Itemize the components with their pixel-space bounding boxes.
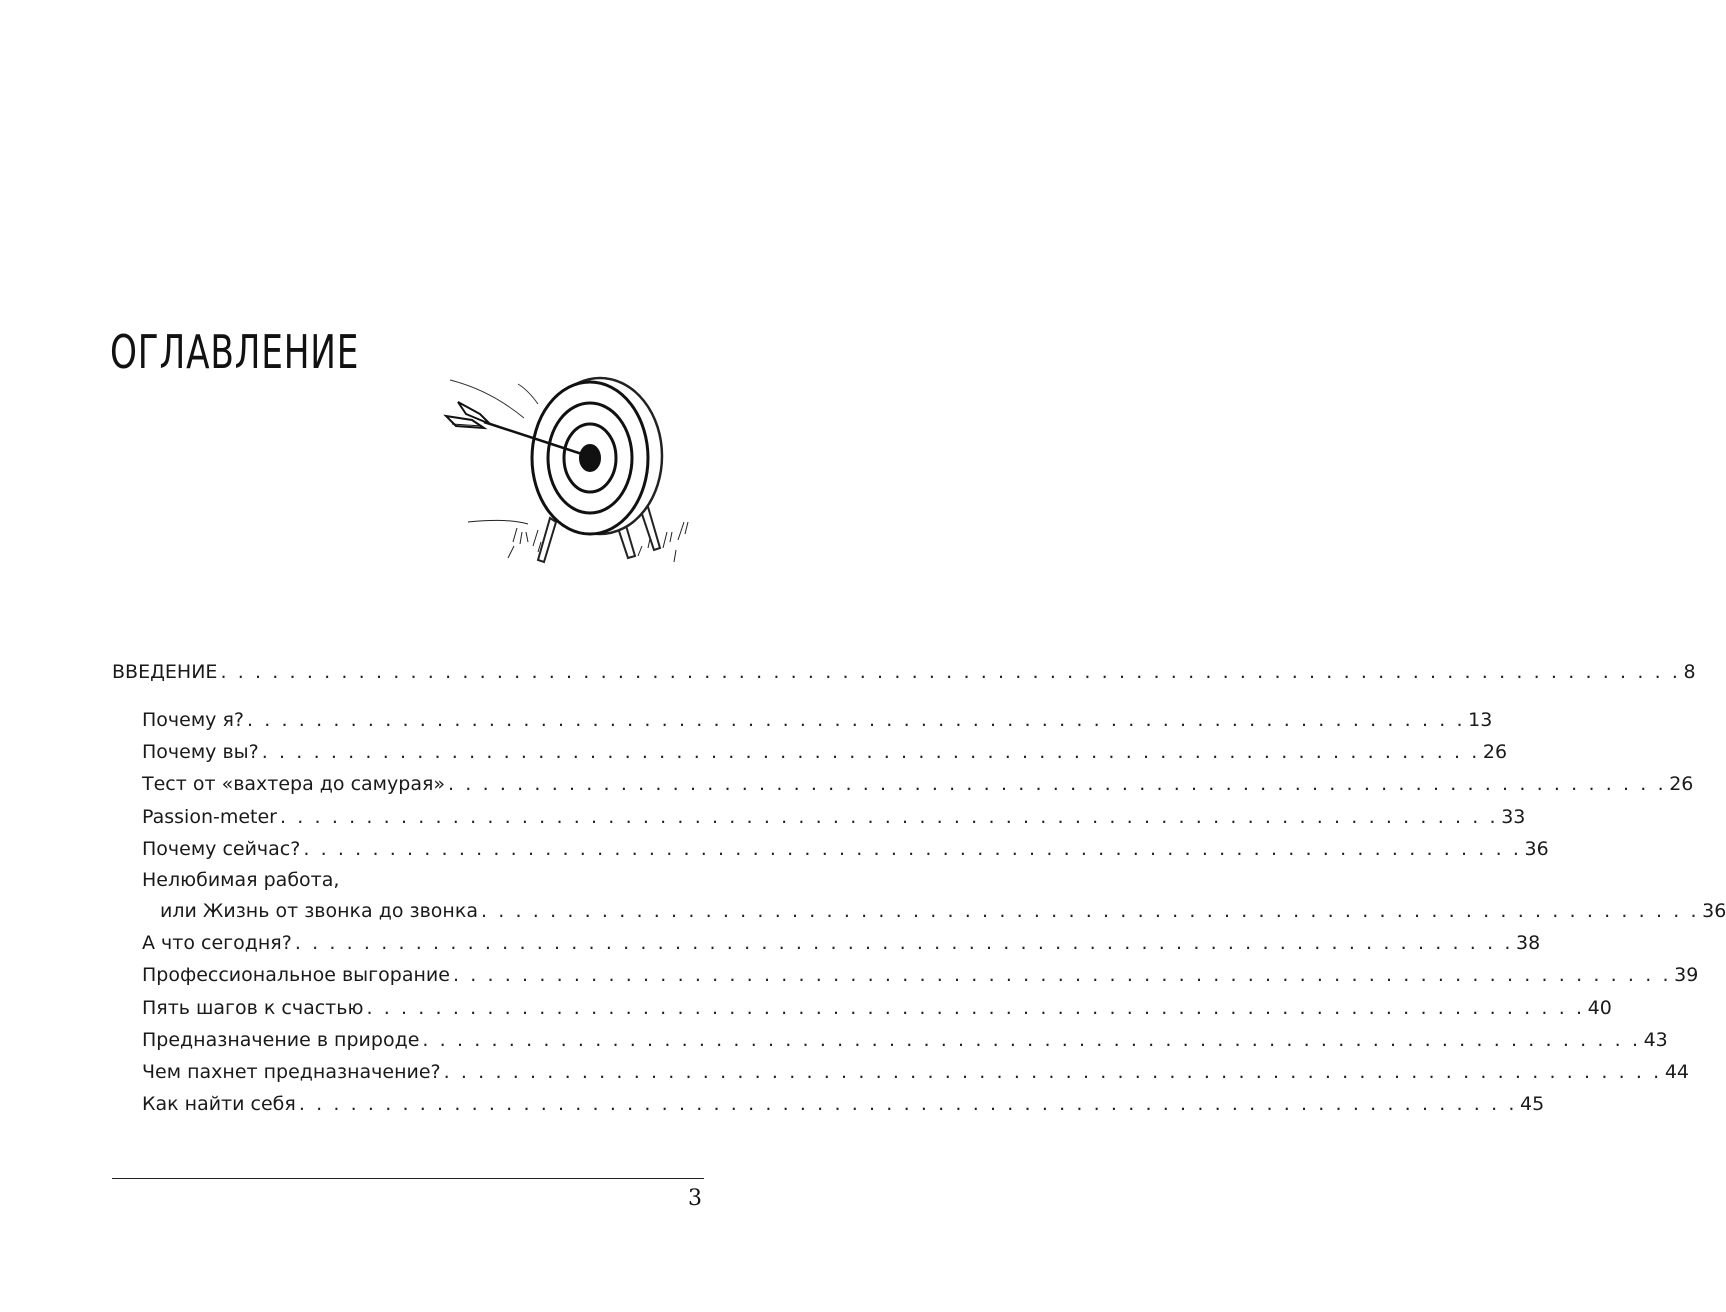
toc-entry[interactable] (112, 959, 1699, 991)
toc-entry[interactable] (112, 768, 1694, 800)
page-title: ОГЛАВЛЕНИЕ (110, 326, 360, 380)
page-number: 3 (688, 1186, 702, 1211)
leader-dots: . . . . . . . . . . . . . . . . . . . . . . . . . . . . . . . . . . . . . . . . . . . . . . . . . . . . . . . . . . . . . . . . . . . . . . . (298, 1093, 1517, 1116)
toc-entry[interactable] (112, 801, 1526, 833)
toc-entry-label: Профессиональное выгорание (142, 964, 450, 987)
toc-entry-label: Предназначение в природе (142, 1028, 420, 1051)
toc-entry-label: Почему сейчас? (142, 837, 301, 860)
toc-entry-label: А что сегодня? (142, 932, 292, 955)
toc-entry[interactable] (112, 992, 1612, 1024)
leader-dots: . . . . . . . . . . . . . . . . . . . . . . . . . . . . . . . . . . . . . . . . . . . . . . . . . . . . . . . . . . . . . . . . . . . . . . . (422, 1028, 1641, 1051)
toc-entry-label: или Жизнь от звонка до звонка (160, 899, 478, 922)
leader-dots: . . . . . . . . . . . . . . . . . . . . . . . . . . . . . . . . . . . . . . . . . . . . . . . . . . . . . . . . . . . . . . . . . . . . . . . (366, 996, 1585, 1019)
toc-entry-label: Как найти себя (142, 1093, 296, 1116)
toc-entry-label: Чем пахнет предназначение? (142, 1060, 441, 1083)
toc-page-number: 43 (1643, 1028, 1668, 1051)
toc-entry-label: Почему вы? (142, 741, 259, 764)
leader-dots: . . . . . . . . . . . . . . . . . . . . . . . . . . . . . . . . . . . . . . . . . . . . . . . . . . . . . . . . . . . . . . . . . . . . . . . (448, 773, 1667, 796)
leader-dots: . . . . . . . . . . . . . . . . . . . . . . . . . . . . . . . . . . . . . . . . . . . . . . . . . . . . . . . . . . . . . . . . . . . . . . . (246, 709, 1466, 731)
toc-entry[interactable] (112, 927, 1541, 959)
toc-page-number: 8 (1683, 661, 1696, 683)
toc-entry[interactable] (112, 704, 1493, 736)
toc-entry[interactable] (112, 1024, 1668, 1056)
toc-entry-label: Тест от «вахтера до самурая» (142, 773, 446, 796)
toc-entry-label: Почему я? (142, 709, 244, 731)
toc-entry-label: Passion-meter (142, 805, 277, 828)
toc-entry[interactable] (112, 1056, 1689, 1088)
toc-page-number: 26 (1482, 741, 1508, 764)
toc-page-number: 44 (1664, 1060, 1689, 1083)
toc-entry-label: Пять шагов к счастью (142, 996, 364, 1019)
leader-dots: . . . . . . . . . . . . . . . . . . . . . . . . . . . . . . . . . . . . . . . . . . . . . . . . . . . . . . . . . . . . . . . . . . . . . . . (452, 964, 1672, 987)
archery-target-with-arrow-icon (438, 372, 698, 582)
leader-dots: . . . . . . . . . . . . . . . . . . . . . . . . . . . . . . . . . . . . . . . . . . . . . . . . . . . . . . . . . . . . . . . . . . . . . . . (303, 837, 1522, 860)
toc-page-number: 33 (1501, 805, 1526, 828)
toc-entry[interactable] (112, 736, 1508, 768)
toc-entry-introduction[interactable] (112, 654, 1696, 690)
toc-entry-label: ВВЕДЕНИЕ (112, 661, 218, 683)
toc-page-number: 26 (1669, 773, 1694, 796)
toc-entry[interactable] (112, 833, 1549, 865)
leader-dots: . . . . . . . . . . . . . . . . . . . . . . . . . . . . . . . . . . . . . . . . . . . . . . . . . . . . . . . . . . . . . . . . . . . . . . . (280, 805, 1499, 828)
toc-page-number: 39 (1674, 964, 1699, 987)
leader-dots: . . . . . . . . . . . . . . . . . . . . . . . . . . . . . . . . . . . . . . . . . . . . . . . . . . . . . . . . . . . . . . . . . . . . . . . (294, 932, 1513, 955)
leader-dots: . . . . . . . . . . . . . . . . . . . . . . . . . . . . . . . . . . . . . . . . . . . . . . . . . . . . . . . . . . . . . . . . . . . . . . . (443, 1060, 1662, 1083)
toc-page-number: 45 (1520, 1093, 1545, 1116)
footer-rule (112, 1178, 704, 1179)
toc-page-number: 40 (1587, 996, 1612, 1019)
toc-entry-wrapped[interactable] (112, 895, 1726, 927)
leader-dots: . . . . . . . . . . . . . . . . . . . . . . . . . . . . . . . . . . . . . . . . . . . . . . . . . . . . . . . . . . . . . . . . . . . . . . . (261, 741, 1480, 764)
toc-page-number: 36 (1524, 837, 1549, 860)
toc-page-number: 36 (1702, 899, 1726, 922)
table-of-contents (112, 654, 1726, 1120)
toc-page-number: 13 (1468, 709, 1493, 731)
toc-entry[interactable] (112, 1088, 1545, 1120)
toc-page-number: 38 (1516, 932, 1541, 955)
leader-dots: . . . . . . . . . . . . . . . . . . . . . . . . . . . . . . . . . . . . . . . . . . . . . . . . . . . . . . . . . . . . . . . . . . . . . . . (480, 899, 1700, 922)
toc-entry-wrapped-line1[interactable]: Нелюбимая работа, (142, 868, 340, 891)
leader-dots: . . . . . . . . . . . . . . . . . . . . . . . . . . . . . . . . . . . . . . . . . . . . . . . . . . . . . . . . . . . . . . . . . . . . . . . . . . . . . . . . . . . . . (220, 661, 1681, 683)
